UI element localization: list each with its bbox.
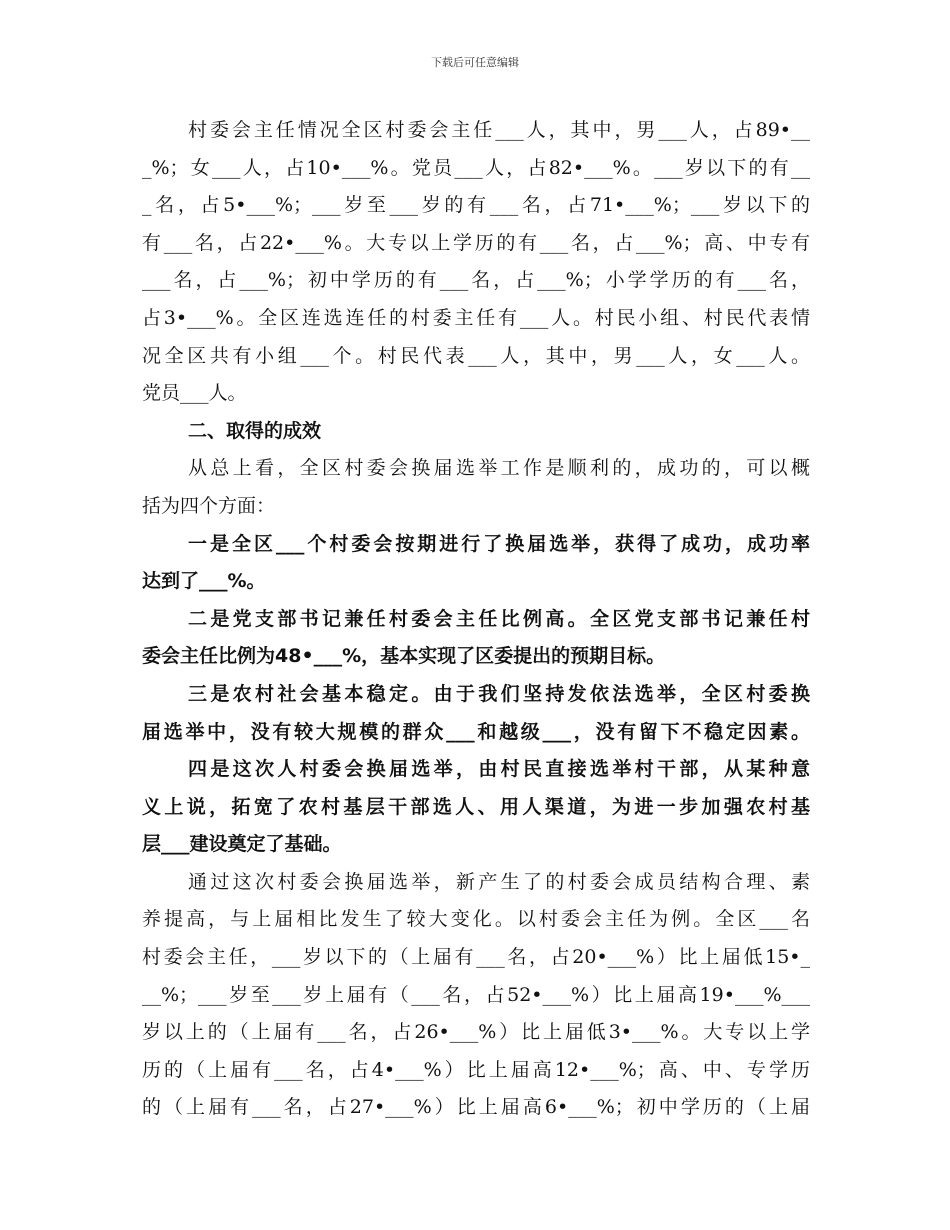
text-line: 四是这次人村委会换届选举，由村民直接选举村干部，从某种意 [188,758,810,781]
text-line: 层___建设奠定了基础。 [142,833,342,856]
text-line: 养提高，与上届相比发生了较大变化。以村委会主任为例。全区___名 [142,908,810,931]
document-body [142,112,810,1127]
text-line: 党员___人。 [142,382,247,405]
text-line: ___名，占___%；初中学历的有___名，占___%；小学学历的有___名， [142,269,810,292]
text-line: 委会主任比例为48•___%，基本实现了区委提出的预期目标。 [142,645,666,668]
page-header: 下载后可任意编辑 [431,56,519,69]
text-line: 从总上看，全区村委会换届选举工作是顺利的，成功的，可以概 [188,457,810,480]
text-line: 岁以上的（上届有___名，占26•___%）比上届低3•___%。大专以上学 [142,1021,810,1044]
text-line: 占3•___%。全区连选连任的村委主任有___人。村民小组、村民代表情 [142,306,810,329]
text-line: 通过这次村委会换届选举，新产生了的村委会成员结构合理、素 [188,870,810,893]
text-line: 的（上届有___名，占27•___%）比上届高6•___%；初中学历的（上届 [142,1096,810,1119]
text-line: 达到了___%。 [142,570,266,593]
text-line: 村委会主任，___岁以下的（上届有___名，占20•___%）比上届低15•_ [142,946,810,969]
text-line: 况全区共有小组___个。村民代表___人，其中，男___人，女___人。 [142,344,810,367]
text-line: 义上说，拓宽了农村基层干部选人、用人渠道，为进一步加强农村基 [142,795,810,818]
text-line: 历的（上届有___名，占4•___%）比上届高12•___%；高、中、专学历 [142,1058,810,1081]
text-line: 村委会主任情况全区村委会主任___人，其中，男___人，占89•__ [188,119,810,141]
text-line: 二、取得的成效 [188,419,322,442]
text-line: 届选举中，没有较大规模的群众___和越级___，没有留下不稳定因素。 [142,720,810,743]
text-line: 二是党支部书记兼任村委会主任比例高。全区党支部书记兼任村 [188,607,810,630]
text-line: 括为四个方面： [142,494,276,517]
text-line: _%；女___人，占10•___%。党员___人，占82•___%。___岁以下的有__ [142,156,810,179]
text-line: __%；___岁至___岁上届有（___名，占52•___%）比上届高19•___%___ [142,983,810,1006]
text-line: 三是农村社会基本稳定。由于我们坚持发依法选举，全区村委换 [188,682,810,705]
text-line: 有___名，占22•___%。大专以上学历的有___名，占___%；高、中专有 [142,231,810,254]
text-line: _名，占5•___%；___岁至___岁的有___名，占71•___%；___岁以下的 [142,194,810,217]
text-line: 一是全区___个村委会按期进行了换届选举，获得了成功，成功率 [188,532,810,555]
